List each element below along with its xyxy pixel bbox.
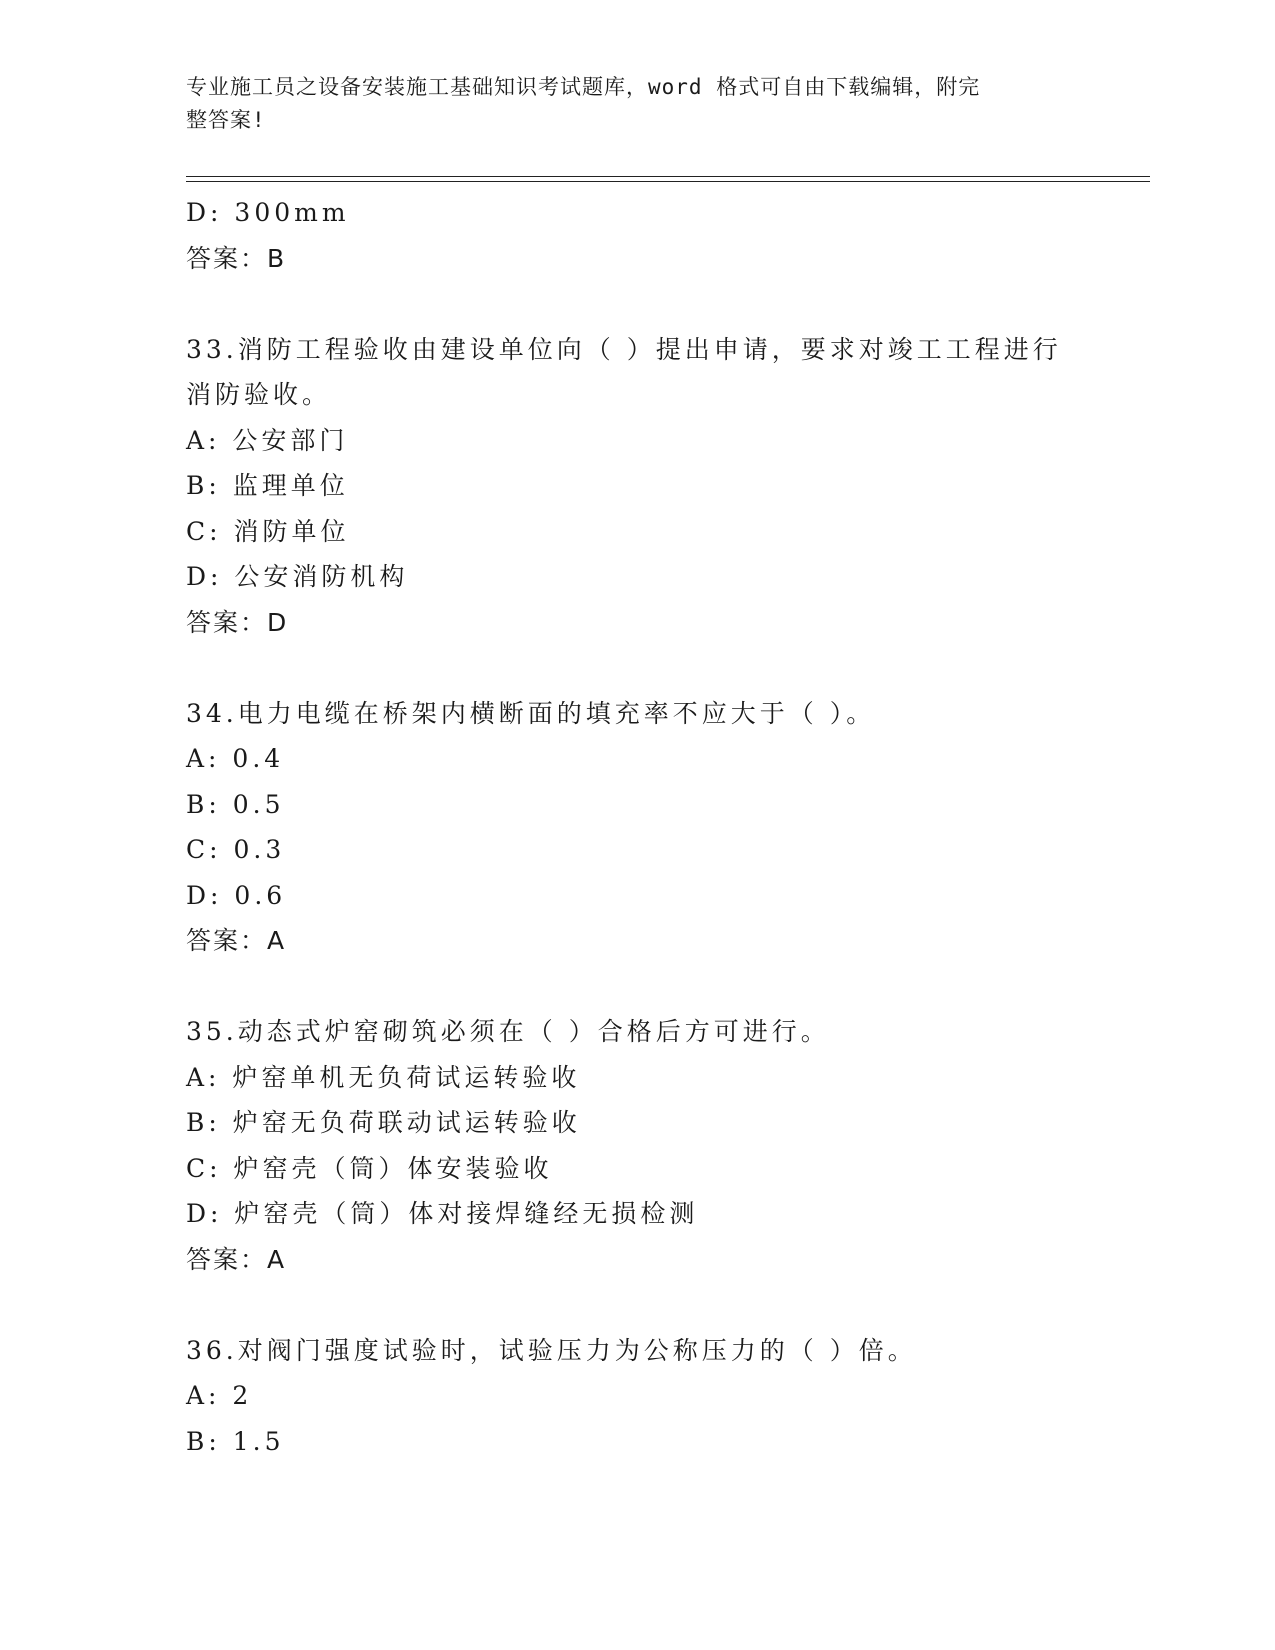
option-b: B: 1.5 <box>186 1426 285 1456</box>
question-35 <box>186 1009 1136 1282</box>
spacer <box>186 964 1136 1010</box>
answer: 答案：B <box>186 243 287 273</box>
spacer <box>186 281 1136 327</box>
question-stem: 33.消防工程验收由建设单位向（ ）提出申请，要求对竣工工程进行 <box>186 334 1062 364</box>
question-list <box>186 190 1136 1464</box>
question-32 <box>186 190 1136 281</box>
question-stem: 36.对阀门强度试验时，试验压力为公称压力的（ ）倍。 <box>186 1335 917 1365</box>
question-34 <box>186 691 1136 964</box>
document-header <box>186 71 1066 137</box>
question-stem-continued: 消防验收。 <box>186 380 332 409</box>
option-d: D: 0.6 <box>186 880 287 910</box>
option-a: A: 0.4 <box>186 744 285 773</box>
header-divider-bottom <box>186 181 1150 182</box>
option-d: D: 公安消防机构 <box>186 562 409 591</box>
header-line-2: 整答案! <box>186 108 266 132</box>
header-divider-top <box>186 176 1150 177</box>
option-b: B: 监理单位 <box>186 471 349 500</box>
question-stem: 35.动态式炉窑砌筑必须在（ ）合格后方可进行。 <box>186 1017 830 1046</box>
question-33 <box>186 327 1136 646</box>
option-d: D: 炉窑壳（筒）体对接焊缝经无损检测 <box>186 1199 699 1228</box>
question-stem: 34.电力电缆在桥架内横断面的填充率不应大于（ ）。 <box>186 698 876 728</box>
option-d: D: 300mm <box>186 198 350 227</box>
option-b: B: 0.5 <box>186 789 285 819</box>
option-c: C: 消防单位 <box>186 516 350 546</box>
spacer <box>186 1282 1136 1328</box>
header-line-1: 专业施工员之设备安装施工基础知识考试题库，word 格式可自由下载编辑，附完 <box>186 75 981 99</box>
option-a: A: 公安部门 <box>186 425 349 455</box>
option-c: C: 0.3 <box>186 835 286 864</box>
option-b: B: 炉窑无负荷联动试运转验收 <box>186 1108 581 1137</box>
option-a: A: 2 <box>186 1381 253 1410</box>
answer: 答案：D <box>186 607 289 637</box>
option-c: C: 炉窑壳（筒）体安装验收 <box>186 1153 553 1183</box>
question-36 <box>186 1328 1136 1465</box>
option-a: A: 炉窑单机无负荷试运转验收 <box>186 1062 581 1092</box>
answer: 答案：A <box>186 926 287 955</box>
spacer <box>186 645 1136 691</box>
answer: 答案：A <box>186 1244 287 1274</box>
